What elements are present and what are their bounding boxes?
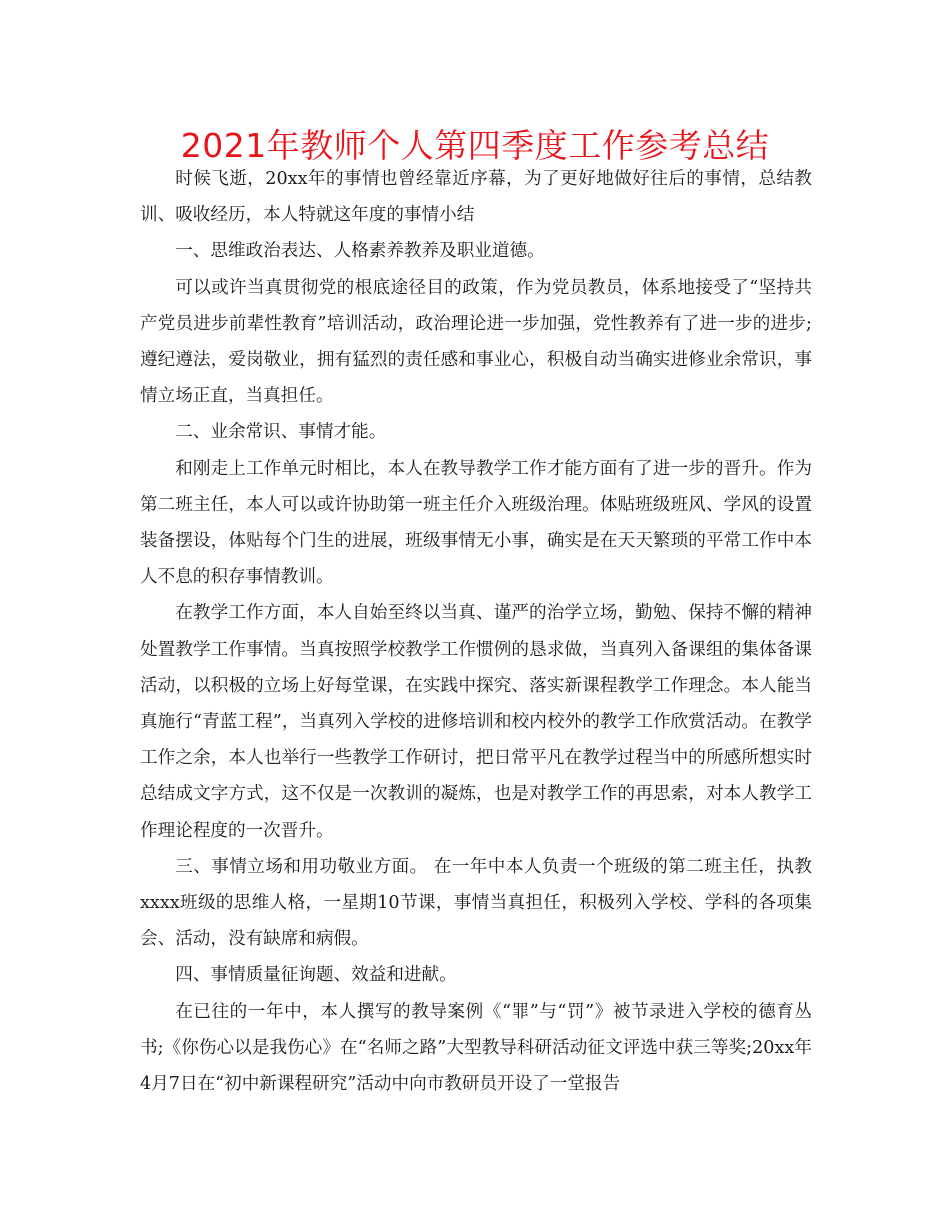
paragraph-class-management: 和刚走上工作单元时相比，本人在教导教学工作才能方面有了进一步的晋升。作为第二班主任，本人可以或许协助第一班主任介入班级治理。体贴班级班风、学风的设置装备摆设，体贴每个门生的进展，班级事情无小事，确实是在天天繁琐的平常工作中本人不息的积存事情教训。	[140, 458, 812, 588]
paragraph-achievements: 在已往的一年中，本人撰写的教导案例《“罪”与“罚”》被节录进入学校的德育丛书;《你伤心以是我伤心》在“名师之路”大型教导科研活动征文评选中获三等奖;20xx年4月7日在“初中新课程研究”活动中向市教研员开设了一堂报告	[140, 1001, 812, 1095]
paragraph-attitude: 三、事情立场和用功敬业方面。 在一年中本人负责一个班级的第二班主任，执教xxxx班级的思维人格，一星期10节课，事情当真担任，积极列入学校、学科的各项集会、活动，没有缺席和病假。	[140, 856, 812, 950]
document-body	[140, 161, 812, 1102]
paragraph-politics: 可以或许当真贯彻党的根底途径目的政策，作为党员教员，体系地接受了“坚持共产党员进步前辈性教育”培训活动，政治理论进一步加强，党性教养有了进一步的进步;遵纪遵法，爱岗敬业，拥有猛烈的责任感和事业心，积极自动当确实进修业余常识，事情立场正直，当真担任。	[140, 277, 812, 407]
section-heading-1: 一、思维政治表达、人格素养教养及职业道德。	[175, 241, 545, 262]
section-heading-4: 四、事情质量征询题、效益和进献。	[175, 965, 457, 986]
document-title: 2021年教师个人第四季度工作参考总结	[180, 126, 770, 165]
paragraph-intro: 时候飞逝，20xx年的事情也曾经靠近序幕，为了更好地做好往后的事情，总结教训、吸收经历，本人特就这年度的事情小结	[140, 169, 812, 226]
paragraph-teaching: 在教学工作方面，本人自始至终以当真、谨严的治学立场，勤勉、保持不懈的精神处置教学工作事情。当真按照学校教学工作惯例的恳求做，当真列入备课组的集体备课活动，以积极的立场上好每堂课，在实践中探究、落实新课程教学工作理念。本人能当真施行“青蓝工程”，当真列入学校的进修培训和校内校外的教学工作欣赏活动。在教学工作之余，本人也举行一些教学工作研讨，把日常平凡在教学过程当中的所感所想实时总结成文字方式，这不仅是一次教训的凝炼，也是对教学工作的再思索，对本人教学工作理论程度的一次晋升。	[140, 603, 812, 841]
section-heading-2: 二、业余常识、事情才能。	[175, 422, 387, 443]
